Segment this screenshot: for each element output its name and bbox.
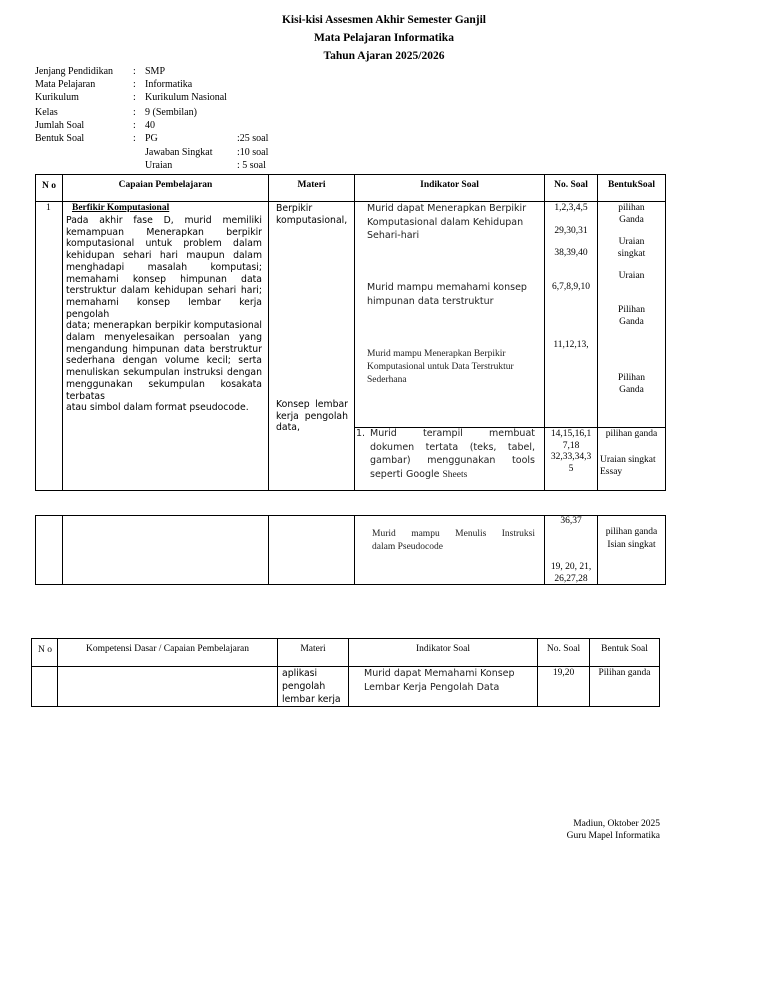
bentuk-soal-1 [598, 203, 665, 226]
table-border [665, 174, 666, 491]
table-border [665, 515, 666, 585]
indikator-line: Komputasional dalam Kehidupan [367, 216, 524, 228]
bentuk-soal-4 [598, 305, 665, 328]
no-soal-line: 5 [568, 463, 574, 474]
info-colon: : [133, 92, 136, 103]
table-border [62, 174, 63, 491]
no-soal-4: 6,7,8,9,10 [552, 282, 590, 292]
cp-heading: Berfikir Komputasional [72, 203, 170, 213]
cp-description [66, 215, 262, 414]
info-label-bentuk: Bentuk Soal [35, 133, 85, 144]
indikator-line: Murid mampu Menerapkan Berpikir [367, 349, 506, 359]
table-border [31, 638, 660, 639]
materi-konsep-lembar-kerja [276, 399, 348, 434]
info-value-kelas: 9 (Sembilan) [145, 107, 197, 118]
table-border [268, 174, 269, 491]
doc-title: Kisi-kisi Assesmen Akhir Semester Ganjil [281, 14, 487, 26]
table-border [354, 515, 355, 585]
bentuk-line: Pilihan [618, 373, 645, 383]
cp-line: menghadapi masalah komputasi; [66, 261, 262, 273]
cp-line: atau simbol dalam format pseudocode. [66, 402, 249, 414]
table-header-no: N o [38, 645, 52, 655]
materi-line: pengolah [282, 680, 326, 692]
table-border [659, 638, 660, 707]
table-border [35, 174, 36, 491]
indikator-line: dokumen tertata (teks, tabel, [370, 441, 535, 453]
info-colon: : [133, 79, 136, 90]
table-border [35, 201, 666, 202]
cp-line: kehidupan sehari hari maupun dalam [66, 250, 262, 262]
cp-line: dalam menyelesaikan persoalan yang [66, 332, 262, 344]
cp-line: kemampuan Menerapkan berpikir [66, 226, 262, 238]
info-colon: : [133, 120, 136, 131]
table-border [35, 174, 666, 175]
table-header-capaian: Capaian Pembelajaran [118, 180, 213, 190]
bentuk-line: singkat [617, 248, 646, 259]
info-value-bentuk-uraian: Uraian [145, 160, 173, 171]
bentuk-line: Ganda [619, 384, 644, 395]
indikator-line: seperti Google [370, 468, 443, 480]
doc-subtitle-subject: Mata Pelajaran Informatika [314, 32, 454, 44]
materi-line: Konsep lembar [276, 399, 348, 410]
materi-line: kerja pengolah [276, 410, 348, 422]
info-count-singkat: :10 soal [237, 147, 269, 158]
bentuk-line: Ganda [619, 214, 644, 225]
info-colon: : [133, 66, 136, 77]
table-header-no-soal: No. Soal [546, 644, 581, 654]
cp-line: menggunakan sekumpulan kosakata [66, 378, 262, 390]
indikator-3 [367, 348, 535, 387]
cp-line: komputasional untuk problem dalam [66, 238, 262, 250]
info-count-uraian: : 5 soal [237, 160, 266, 171]
cp-line: memahami konsep himpunan data [66, 273, 262, 285]
info-label-kelas: Kelas [35, 107, 58, 118]
indikator-line: gambar) menggunakan tools [370, 455, 535, 466]
materi-line: data, [276, 422, 300, 434]
doc-subtitle-year: Tahun Ajaran 2025/2026 [323, 50, 445, 62]
indikator-line: dalam Pseudocode [372, 542, 443, 552]
indikator-4-number: 1. [356, 428, 366, 439]
bentuk-soal-6: pilihan ganda [605, 429, 658, 439]
no-soal-line: 7,18 [562, 440, 580, 451]
indikator-2 [367, 281, 539, 308]
row-number: 1 [46, 203, 51, 213]
info-value-jumlah: 40 [145, 120, 155, 131]
info-colon: : [133, 107, 136, 118]
bentuk-line: Ganda [619, 316, 644, 327]
cp-line: sederhana dengan volume kecil; serta [66, 355, 262, 367]
info-count-pg: :25 soal [237, 133, 269, 144]
indikator-1 [367, 202, 539, 243]
table-header-kompetensi-dasar: Kompetensi Dasar / Capaian Pembelajaran [85, 644, 250, 654]
table-header-indikator: Indikator Soal [420, 180, 479, 190]
indikator-line: Murid dapat Memahami Konsep [364, 668, 515, 679]
signature-role: Guru Mapel Informatika [566, 831, 660, 841]
info-value-jenjang: SMP [145, 66, 166, 77]
materi-berpikir-komputasional [276, 203, 350, 226]
table-border [354, 174, 355, 491]
no-soal-line: 26,27,28 [554, 573, 588, 584]
bentuk-soal-5 [598, 373, 665, 396]
no-soal-5: 11,12,13, [553, 340, 589, 350]
indikator-line: Komputasional untuk Data Terstruktur [367, 362, 514, 372]
indikator-line: Murid mampu Menulis Instruksi [372, 529, 535, 539]
no-soal-3: 38,39,40 [554, 248, 588, 258]
materi-line: lembar kerja [282, 693, 341, 705]
table-border [268, 515, 269, 585]
table-header-bentuk-soal: Bentuk Soal [601, 644, 648, 654]
table-border [35, 490, 666, 491]
table-border [62, 515, 63, 585]
no-soal-line: 32,33,34,3 [550, 452, 592, 462]
bentuk-soal-7: Uraian singkat [600, 455, 656, 465]
materi-line: komputasional, [276, 214, 348, 226]
table-header-bentuk-soal: BentukSoal [608, 180, 655, 190]
indikator-line: Murid mampu memahami konsep [367, 282, 527, 293]
info-value-mapel: Informatika [145, 79, 193, 90]
indikator-4 [370, 427, 535, 482]
bentuk-soal-8: Essay [600, 467, 623, 477]
signature-block [560, 818, 660, 842]
info-label-mapel: Mata Pelajaran [35, 79, 96, 90]
indikator-line: Lembar Kerja Pengolah Data [364, 681, 500, 693]
cp-line: Pada akhir fase D, murid memiliki [66, 215, 262, 226]
no-soal-36-37: 36,37 [560, 516, 582, 526]
table-header-materi: Materi [297, 180, 326, 190]
no-soal-6 [545, 429, 597, 475]
bentuk-line: Pilihan [618, 305, 645, 315]
cp-line: mengandung himpunan data berstruktur [66, 343, 262, 355]
no-soal-19-20: 19,20 [552, 668, 575, 678]
bentuk-soal-pilihan-ganda: Pilihan ganda [598, 668, 651, 678]
no-soal-1: 1,2,3,4,5 [554, 203, 588, 213]
no-soal-2: 29,30,31 [554, 226, 588, 236]
table-border [31, 666, 660, 667]
cp-line: memahami konsep lembar kerja pengolah [66, 296, 262, 320]
indikator-line: Sehari-hari [367, 230, 420, 241]
cp-line: data; menerapkan berpikir komputasional [66, 320, 262, 332]
info-label-kurikulum: Kurikulum [35, 92, 79, 103]
bentuk-soal-3: Uraian [618, 271, 645, 281]
table-header-no: N o [42, 181, 56, 191]
signature-place-date: Madiun, Oktober 2025 [573, 819, 660, 829]
info-value-bentuk-singkat: Jawaban Singkat [145, 147, 213, 158]
cp-line: menuliskan sekumpulan instruksi dengan [66, 367, 262, 379]
materi-line: Berpikir [276, 203, 313, 214]
bentuk-soal-2 [598, 237, 665, 260]
table-border [35, 515, 36, 585]
bentuk-soal-isian-singkat: Isian singkat [607, 540, 656, 550]
info-label-jumlah: Jumlah Soal [35, 120, 85, 131]
bentuk-line: Uraian [618, 237, 645, 247]
table-header-no-soal: No. Soal [554, 180, 588, 190]
info-value-bentuk-pg: PG [145, 133, 158, 144]
table-header-materi: Materi [300, 644, 326, 654]
indikator-line: Murid terampil membuat [370, 428, 535, 439]
no-soal-line: 19, 20, 21, [550, 562, 592, 572]
cp-line: terbatas [66, 390, 105, 402]
indikator-lembar-kerja [364, 667, 534, 694]
bentuk-soal-pilihan-ganda: pilihan ganda [605, 527, 658, 537]
table-border [31, 638, 32, 707]
indikator-line-sheets: Sheets [442, 469, 468, 480]
materi-line: aplikasi [282, 668, 318, 679]
cp-line: terstruktur dalam kehidupan sehari hari; [66, 285, 262, 297]
no-soal-19-28 [545, 562, 597, 585]
info-colon: : [133, 133, 136, 144]
info-label-jenjang: Jenjang Pendidikan [35, 66, 114, 77]
bentuk-line: pilihan [618, 203, 645, 213]
indikator-line: himpunan data terstruktur [367, 295, 494, 307]
indikator-line: Sederhana [367, 375, 407, 385]
indikator-pseudocode [372, 528, 535, 554]
indikator-line: Murid dapat Menerapkan Berpikir [367, 203, 527, 214]
table-header-indikator: Indikator Soal [415, 644, 471, 654]
materi-aplikasi-pengolah [282, 668, 346, 706]
no-soal-line: 14,15,16,1 [550, 429, 592, 439]
info-value-kurikulum: Kurikulum Nasional [145, 92, 227, 103]
